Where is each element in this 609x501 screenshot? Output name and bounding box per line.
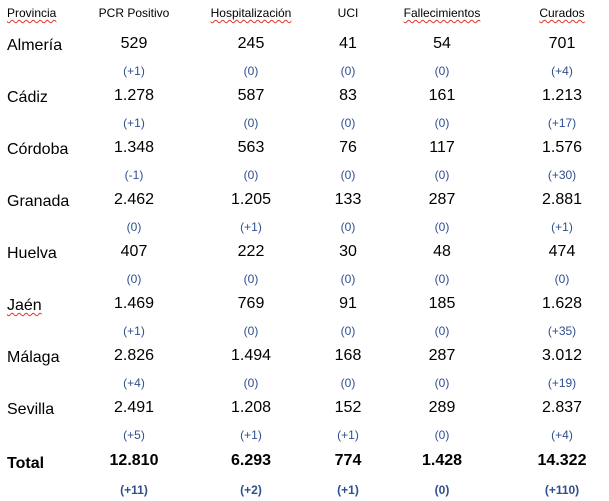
pcr-positivo-value: 1.348: [113, 139, 155, 156]
hospitalizacion-delta: (0): [243, 272, 259, 286]
uci-delta: (0): [340, 116, 356, 130]
pcr-positivo-delta: (-1): [124, 168, 144, 182]
pcr-positivo-delta: (0): [126, 220, 142, 234]
header-pcr-positivo: PCR Positivo: [98, 6, 170, 20]
province-name: Sevilla: [7, 401, 55, 418]
fallecimientos-value: 185: [428, 295, 456, 312]
uci-value: 83: [339, 87, 357, 104]
hospitalizacion-value: 1.494: [230, 347, 272, 364]
curados-delta: (+4): [551, 64, 573, 78]
fallecimientos-delta: (0): [434, 324, 450, 338]
fallecimientos-value: 289: [428, 399, 456, 416]
curados-value: 3.012: [541, 347, 583, 364]
fallecimientos-delta: (0): [434, 428, 450, 442]
province-name: Jaén: [7, 297, 42, 314]
curados-delta: (+19): [547, 376, 577, 390]
total-uci-delta: (+1): [337, 483, 359, 497]
total-label: Total: [7, 455, 45, 472]
curados-value: 474: [548, 243, 576, 260]
fallecimientos-value: 48: [433, 243, 451, 260]
total-fallecimientos-delta: (0): [434, 483, 450, 497]
curados-delta: (+1): [551, 220, 573, 234]
curados-delta: (+17): [547, 116, 577, 130]
total-pcr-positivo: 12.810: [109, 452, 159, 469]
uci-delta: (0): [340, 64, 356, 78]
pcr-positivo-value: 2.826: [113, 347, 155, 364]
pcr-positivo-value: 1.278: [113, 87, 155, 104]
uci-value: 41: [339, 35, 357, 52]
total-pcr-positivo-delta: (+11): [120, 483, 148, 497]
uci-delta: (0): [340, 376, 356, 390]
uci-delta: (0): [340, 168, 356, 182]
pcr-positivo-value: 1.469: [113, 295, 155, 312]
hospitalizacion-delta: (0): [243, 168, 259, 182]
province-name: Cádiz: [7, 89, 48, 106]
pcr-positivo-delta: (0): [126, 272, 142, 286]
curados-value: 1.213: [541, 87, 583, 104]
uci-delta: (0): [340, 220, 356, 234]
hospitalizacion-delta: (0): [243, 64, 259, 78]
fallecimientos-value: 287: [428, 191, 456, 208]
hospitalizacion-delta: (0): [243, 376, 259, 390]
pcr-positivo-delta: (+1): [123, 116, 145, 130]
fallecimientos-delta: (0): [434, 64, 450, 78]
curados-value: 1.576: [541, 139, 583, 156]
header-curados: Curados: [539, 6, 585, 20]
curados-delta: (+4): [551, 428, 573, 442]
total-hospitalizacion-delta: (+2): [240, 483, 262, 497]
hospitalizacion-delta: (0): [243, 324, 259, 338]
hospitalizacion-delta: (0): [243, 116, 259, 130]
hospitalizacion-value: 1.205: [230, 191, 272, 208]
curados-value: 2.881: [541, 191, 583, 208]
fallecimientos-delta: (0): [434, 116, 450, 130]
uci-delta: (0): [340, 272, 356, 286]
total-fallecimientos: 1.428: [421, 452, 463, 469]
uci-value: 133: [334, 191, 362, 208]
hospitalizacion-value: 1.208: [230, 399, 272, 416]
curados-delta: (+35): [547, 324, 577, 338]
header-fallecimientos: Fallecimientos: [403, 6, 481, 20]
fallecimientos-value: 161: [428, 87, 456, 104]
province-name: Córdoba: [7, 141, 69, 158]
pcr-positivo-delta: (+4): [123, 376, 145, 390]
total-uci: 774: [334, 452, 362, 469]
fallecimientos-delta: (0): [434, 272, 450, 286]
header-hospitalizacion: Hospitalización: [210, 6, 292, 20]
header-provincia: Provincia: [7, 6, 57, 20]
province-name: Almería: [7, 37, 63, 54]
hospitalizacion-value: 222: [237, 243, 265, 260]
uci-value: 91: [339, 295, 357, 312]
hospitalizacion-value: 587: [237, 87, 265, 104]
uci-value: 76: [339, 139, 357, 156]
curados-value: 701: [548, 35, 576, 52]
fallecimientos-delta: (0): [434, 220, 450, 234]
fallecimientos-value: 287: [428, 347, 456, 364]
fallecimientos-delta: (0): [434, 168, 450, 182]
uci-delta: (+1): [337, 428, 359, 442]
uci-delta: (0): [340, 324, 356, 338]
hospitalizacion-delta: (+1): [240, 428, 262, 442]
total-curados: 14.322: [537, 452, 587, 469]
hospitalizacion-value: 563: [237, 139, 265, 156]
uci-value: 152: [334, 399, 362, 416]
province-name: Granada: [7, 193, 70, 210]
pcr-positivo-delta: (+1): [123, 64, 145, 78]
hospitalizacion-value: 245: [237, 35, 265, 52]
curados-value: 2.837: [541, 399, 583, 416]
pcr-positivo-value: 2.491: [113, 399, 155, 416]
uci-value: 168: [334, 347, 362, 364]
pcr-positivo-delta: (+1): [123, 324, 145, 338]
curados-value: 1.628: [541, 295, 583, 312]
pcr-positivo-value: 2.462: [113, 191, 155, 208]
fallecimientos-value: 117: [429, 139, 455, 156]
hospitalizacion-delta: (+1): [240, 220, 262, 234]
header-uci: UCI: [337, 6, 359, 20]
hospitalizacion-value: 769: [237, 295, 265, 312]
province-name: Málaga: [7, 349, 60, 366]
fallecimientos-value: 54: [433, 35, 451, 52]
uci-value: 30: [339, 243, 357, 260]
total-hospitalizacion: 6.293: [230, 452, 272, 469]
pcr-positivo-value: 529: [120, 35, 148, 52]
province-name: Huelva: [7, 245, 57, 262]
fallecimientos-delta: (0): [434, 376, 450, 390]
curados-delta: (0): [554, 272, 570, 286]
total-curados-delta: (+110): [544, 483, 580, 497]
curados-delta: (+30): [547, 168, 577, 182]
pcr-positivo-delta: (+5): [123, 428, 145, 442]
pcr-positivo-value: 407: [120, 243, 148, 260]
